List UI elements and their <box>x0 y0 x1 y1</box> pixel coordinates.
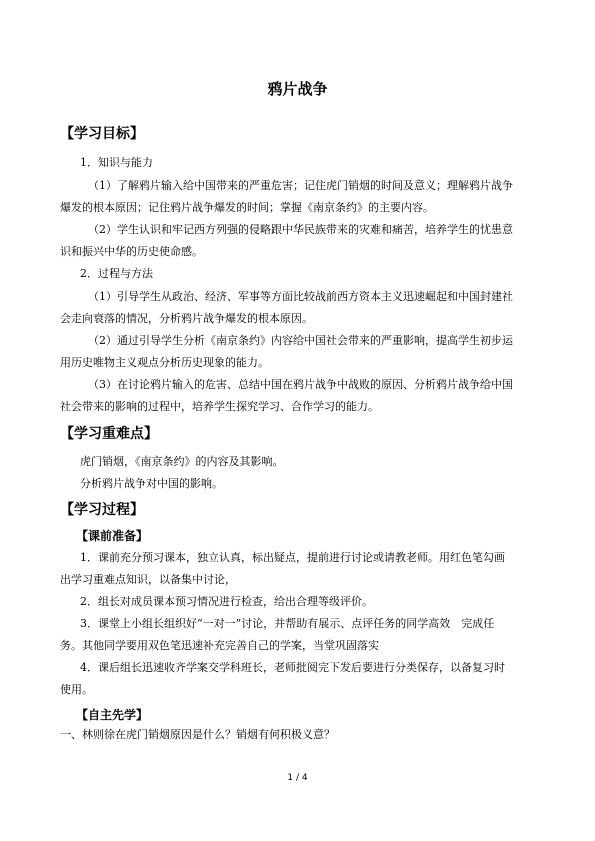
paragraph-line: 3．课堂上小组长组织好“一对一”讨论，并帮助有展示、点评任务的同学高效 完成任 <box>80 617 495 630</box>
paragraph-line: （2）通过引导学生分析《南京条约》内容给中国社会带来的严重影响，提高学生初步运 <box>88 334 513 347</box>
paragraph-line: 出学习重难点知识，以备集中讨论， <box>60 573 236 586</box>
paragraph-line: （1）了解鸦片输入给中国带来的严重危害；记住虎门销烟的时间及意义；理解鸦片战争 <box>88 179 513 192</box>
paragraph-line: 会走向衰落的情况，分析鸦片战争爆发的根本原因。 <box>60 312 313 325</box>
page-number: 1 / 4 <box>287 773 308 783</box>
key-point-line: 虎门销烟，《南京条约》的内容及其影响。 <box>80 455 284 468</box>
paragraph-line: 4．课后组长迅速收齐学案交学科班长，老师批阅完下发后要进行分类保存，以备复习时 <box>80 661 505 674</box>
paragraph-line: 社会带来的影响的过程中，培养学生探究学习、合作学习的能力。 <box>60 400 379 413</box>
objective-item1-title: 1．知识与能力 <box>80 156 153 169</box>
paragraph-line: （3）在讨论鸦片输入的危害、总结中国在鸦片战争中战败的原因、分析鸦片战争给中国 <box>88 378 513 391</box>
paragraph-line: 爆发的根本原因；记住鸦片战争爆发的时间；掌握《南京条约》的主要内容。 <box>60 201 434 214</box>
key-point-line: 分析鸦片战争对中国的影响。 <box>80 477 223 490</box>
question-line: 一、林则徐在虎门销烟原因是什么？销烟有何积极义意？ <box>60 728 335 741</box>
subheading-self-study: 【自主先学】 <box>76 708 149 722</box>
paragraph-line: 务。其他同学要用双色笔迅速补充完善自己的学案，当堂巩固落实 <box>60 639 379 652</box>
paragraph-line: 使用。 <box>60 683 93 696</box>
document-title: 鸦片战争 <box>267 80 328 98</box>
subheading-preparation: 【课前准备】 <box>76 529 149 543</box>
section-heading-process: 【学习过程】 <box>60 502 144 518</box>
paragraph-line: （2）学生认识和牢记西方列强的侵略跟中华民族带来的灾难和痛苦，培养学生的忧患意 <box>88 223 513 236</box>
paragraph-line: （1）引导学生从政治、经济、军事等方面比较战前西方资本主义迅速崛起和中国封建社 <box>88 290 513 303</box>
section-heading-key-points: 【学习重难点】 <box>60 426 158 442</box>
paragraph-line: 用历史唯物主义观点分析历史现象的能力。 <box>60 356 269 369</box>
paragraph-line: 识和振兴中华的历史使命感。 <box>60 245 203 258</box>
objective-item2-title: 2．过程与方法 <box>80 267 153 280</box>
paragraph-line: 1．课前充分预习课本，独立认真，标出疑点，提前进行讨论或请教老师。用红色笔勾画 <box>80 551 505 564</box>
section-heading-objectives: 【学习目标】 <box>60 126 144 142</box>
paragraph-line: 2．组长对成员课本预习情况进行检查，给出合理等级评价。 <box>80 595 373 608</box>
